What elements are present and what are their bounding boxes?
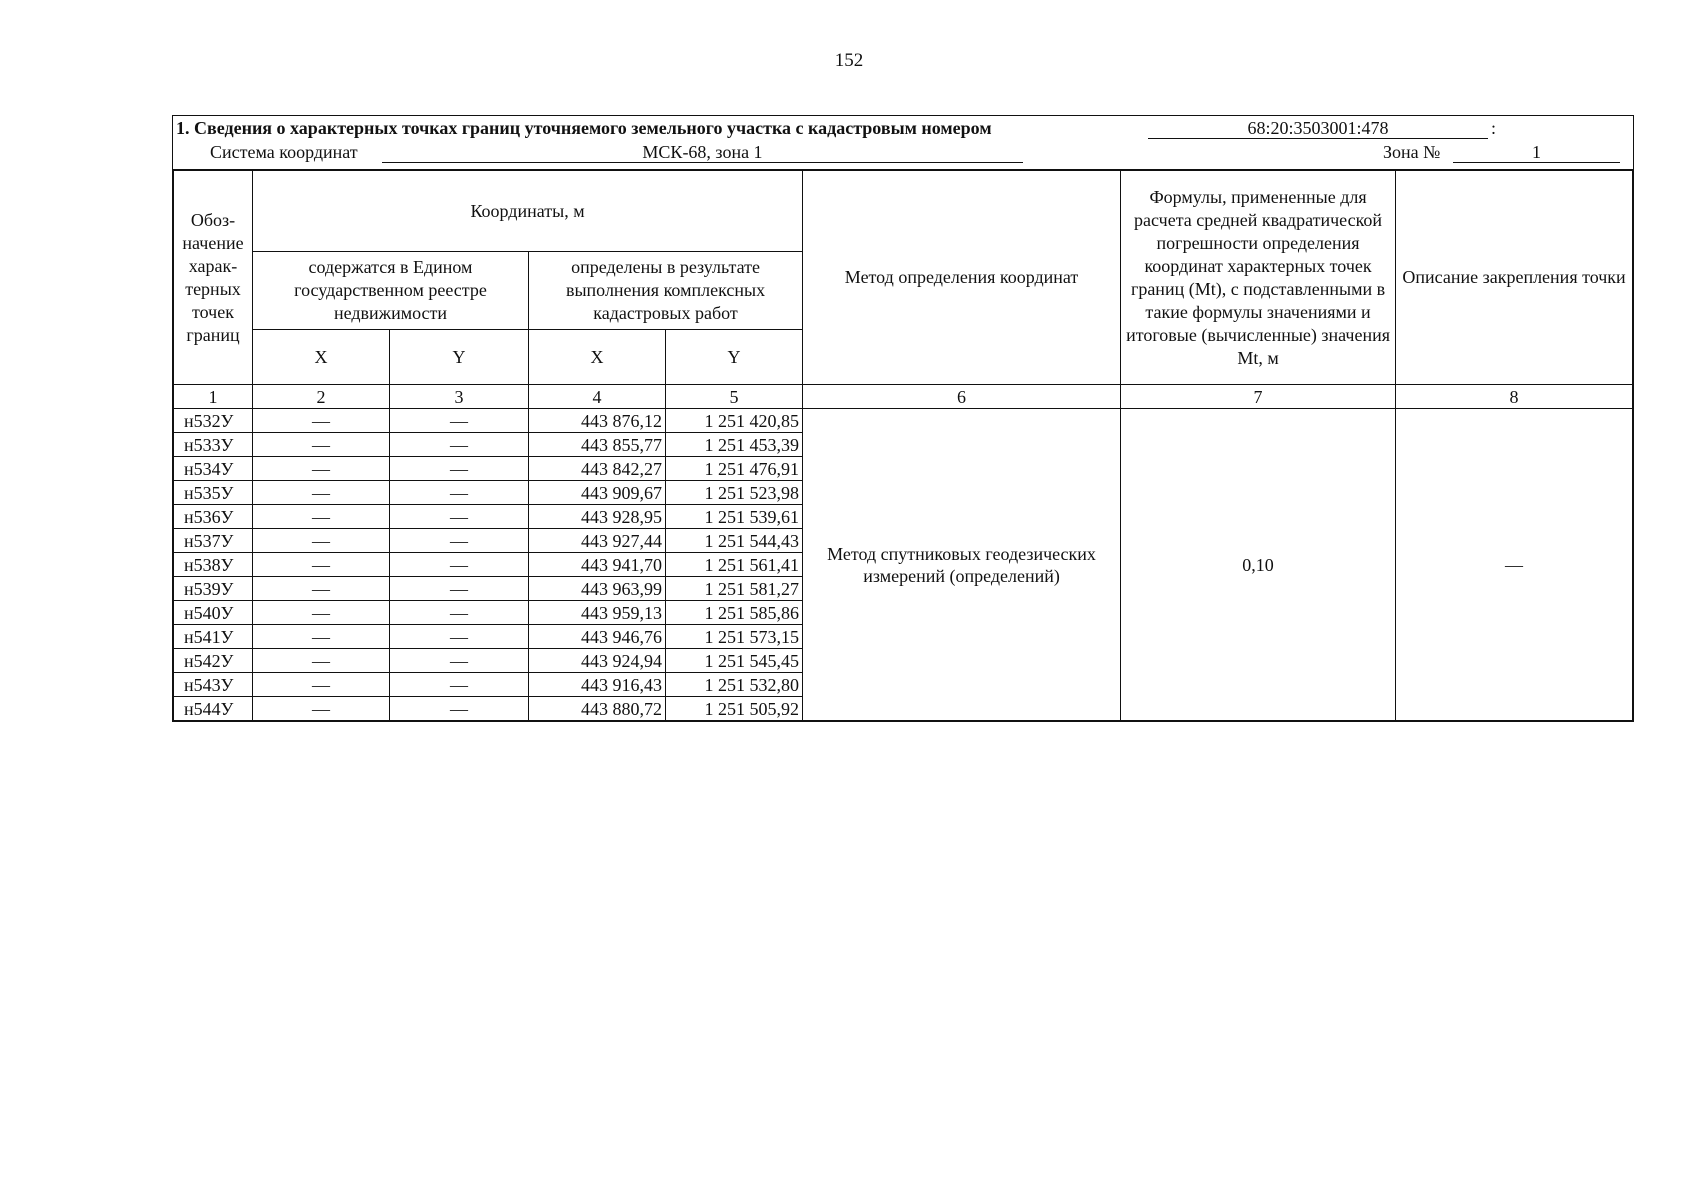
registry-x: — bbox=[253, 457, 390, 481]
registry-x: — bbox=[253, 409, 390, 433]
crs-label: Система координат bbox=[210, 142, 358, 162]
registry-y: — bbox=[390, 649, 529, 673]
coord-x: 443 963,99 bbox=[529, 577, 666, 601]
registry-y: — bbox=[390, 673, 529, 697]
coord-y: 1 251 581,27 bbox=[666, 577, 803, 601]
column-number: 1 bbox=[174, 385, 253, 409]
header-registry-x: X bbox=[253, 330, 390, 385]
header-fixing: Описание закрепления точки bbox=[1396, 171, 1633, 385]
registry-y: — bbox=[390, 433, 529, 457]
point-code: н538У bbox=[174, 553, 253, 577]
coord-y: 1 251 420,85 bbox=[666, 409, 803, 433]
registry-x: — bbox=[253, 553, 390, 577]
coord-x: 443 959,13 bbox=[529, 601, 666, 625]
coord-x: 443 909,67 bbox=[529, 481, 666, 505]
column-number: 7 bbox=[1121, 385, 1396, 409]
column-numbers-row bbox=[174, 385, 1633, 409]
point-code: н542У bbox=[174, 649, 253, 673]
coord-x: 443 876,12 bbox=[529, 409, 666, 433]
registry-x: — bbox=[253, 697, 390, 721]
coord-y: 1 251 545,45 bbox=[666, 649, 803, 673]
coord-y: 1 251 523,98 bbox=[666, 481, 803, 505]
point-code: н535У bbox=[174, 481, 253, 505]
column-number: 5 bbox=[666, 385, 803, 409]
registry-x: — bbox=[253, 505, 390, 529]
header-determined: определены в результате выполнения комплексных кадастровых работ bbox=[529, 252, 803, 330]
coord-y: 1 251 476,91 bbox=[666, 457, 803, 481]
coord-x: 443 924,94 bbox=[529, 649, 666, 673]
table-body bbox=[174, 409, 1633, 721]
coord-x: 443 855,77 bbox=[529, 433, 666, 457]
point-code: н536У bbox=[174, 505, 253, 529]
point-code: н543У bbox=[174, 673, 253, 697]
column-number: 2 bbox=[253, 385, 390, 409]
table-row bbox=[174, 409, 1633, 433]
point-code: н532У bbox=[174, 409, 253, 433]
point-code: н540У bbox=[174, 601, 253, 625]
boundary-points-table bbox=[173, 170, 1633, 721]
cadastral-number: 68:20:3503001:478 bbox=[1148, 118, 1488, 139]
header-registry-y: Y bbox=[390, 330, 529, 385]
registry-y: — bbox=[390, 409, 529, 433]
boundary-points-section bbox=[172, 115, 1634, 722]
registry-x: — bbox=[253, 649, 390, 673]
registry-x: — bbox=[253, 481, 390, 505]
header-point-designation: Обоз-начение харак-терных точек границ bbox=[174, 171, 253, 385]
header-determined-x: X bbox=[529, 330, 666, 385]
registry-y: — bbox=[390, 457, 529, 481]
method-value: Метод спутниковых геодезических измерений (определений) bbox=[803, 409, 1121, 721]
registry-x: — bbox=[253, 673, 390, 697]
point-code: н539У bbox=[174, 577, 253, 601]
coord-x: 443 880,72 bbox=[529, 697, 666, 721]
coord-x: 443 946,76 bbox=[529, 625, 666, 649]
point-code: н537У bbox=[174, 529, 253, 553]
point-code: н534У bbox=[174, 457, 253, 481]
registry-x: — bbox=[253, 601, 390, 625]
section-title: 1. Сведения о характерных точках границ уточняемого земельного участка с кадастровым номером bbox=[176, 118, 992, 138]
mt-value: 0,10 bbox=[1121, 409, 1396, 721]
column-number: 6 bbox=[803, 385, 1121, 409]
registry-y: — bbox=[390, 505, 529, 529]
header-formulas: Формулы, примененные для расчета средней квадратической погрешности определения координат характерных точек границ (Mt), с подставленными в такие формулы значениями и итоговые (вычисленные) значения Mt, м bbox=[1121, 171, 1396, 385]
coord-x: 443 927,44 bbox=[529, 529, 666, 553]
header-in-registry: содержатся в Едином государственном реестре недвижимости bbox=[253, 252, 529, 330]
registry-x: — bbox=[253, 433, 390, 457]
registry-y: — bbox=[390, 481, 529, 505]
coord-x: 443 842,27 bbox=[529, 457, 666, 481]
registry-y: — bbox=[390, 601, 529, 625]
coord-y: 1 251 539,61 bbox=[666, 505, 803, 529]
registry-y: — bbox=[390, 553, 529, 577]
section-header bbox=[173, 116, 1633, 170]
registry-y: — bbox=[390, 625, 529, 649]
coord-y: 1 251 573,15 bbox=[666, 625, 803, 649]
registry-x: — bbox=[253, 625, 390, 649]
crs-value: МСК-68, зона 1 bbox=[382, 142, 1023, 163]
coord-y: 1 251 453,39 bbox=[666, 433, 803, 457]
point-code: н544У bbox=[174, 697, 253, 721]
page-number: 152 bbox=[834, 50, 864, 71]
registry-y: — bbox=[390, 529, 529, 553]
coord-y: 1 251 532,80 bbox=[666, 673, 803, 697]
registry-y: — bbox=[390, 577, 529, 601]
point-code: н533У bbox=[174, 433, 253, 457]
registry-y: — bbox=[390, 697, 529, 721]
cadastral-number-colon: : bbox=[1491, 118, 1497, 138]
column-number: 8 bbox=[1396, 385, 1633, 409]
column-number: 3 bbox=[390, 385, 529, 409]
coord-y: 1 251 561,41 bbox=[666, 553, 803, 577]
coord-y: 1 251 505,92 bbox=[666, 697, 803, 721]
fixing-value: — bbox=[1396, 409, 1633, 721]
header-coordinates: Координаты, м bbox=[253, 171, 803, 252]
column-number: 4 bbox=[529, 385, 666, 409]
header-determined-y: Y bbox=[666, 330, 803, 385]
registry-x: — bbox=[253, 577, 390, 601]
point-code: н541У bbox=[174, 625, 253, 649]
zone-value: 1 bbox=[1453, 142, 1620, 163]
coord-y: 1 251 585,86 bbox=[666, 601, 803, 625]
zone-label: Зона № bbox=[1383, 142, 1441, 162]
registry-x: — bbox=[253, 529, 390, 553]
coord-x: 443 928,95 bbox=[529, 505, 666, 529]
coord-y: 1 251 544,43 bbox=[666, 529, 803, 553]
coord-x: 443 941,70 bbox=[529, 553, 666, 577]
coord-x: 443 916,43 bbox=[529, 673, 666, 697]
header-method: Метод определения координат bbox=[803, 171, 1121, 385]
